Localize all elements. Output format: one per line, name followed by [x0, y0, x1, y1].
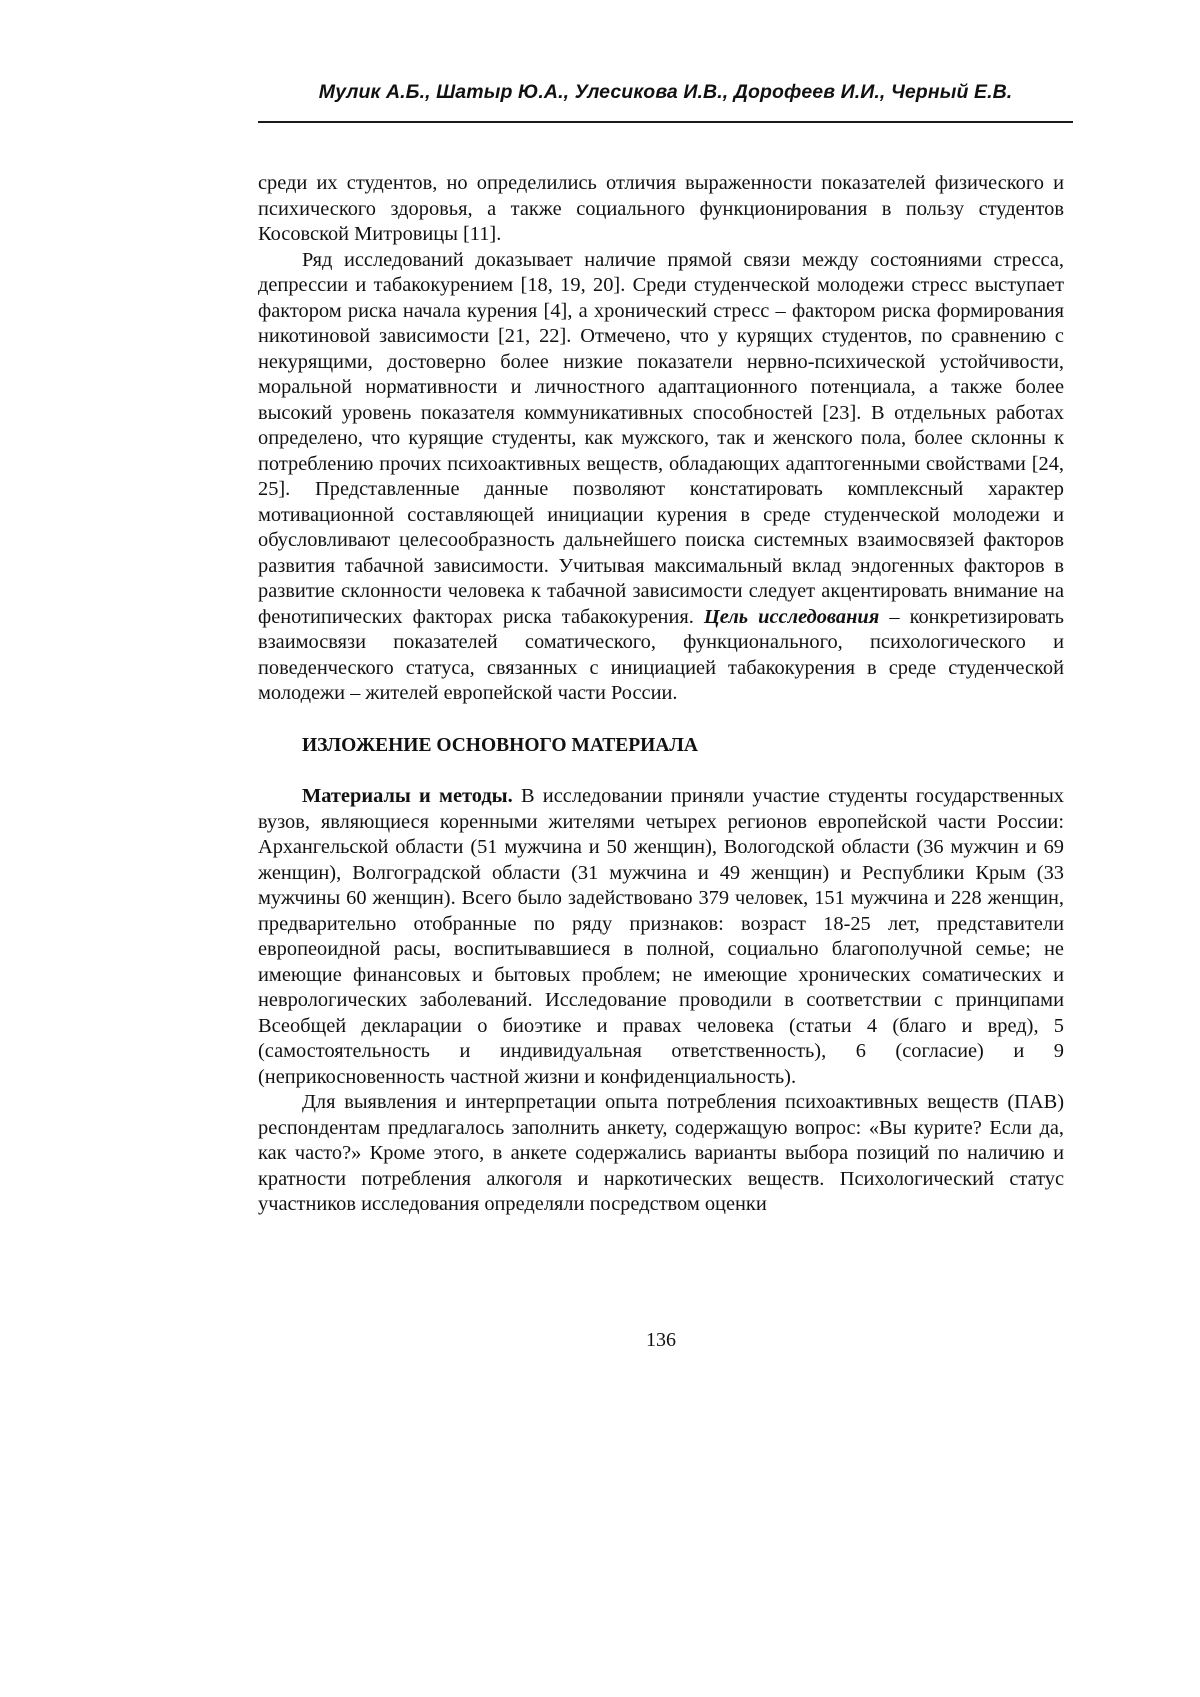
materials-methods-label: Материалы и методы. — [302, 785, 513, 807]
header-rule — [258, 121, 1073, 123]
paragraph-2-end: – конкретизировать взаимосвязи показателей соматического, функционального, психологического и поведенческого статуса, связанных с инициацией табакокурения в среде студенческой молодежи – жителей европейской части России. — [258, 606, 1064, 705]
paragraph-2 — [258, 248, 1064, 707]
paragraph-4: Для выявления и интерпретации опыта потребления психоактивных веществ (ПАВ) респондентам предлагалось заполнить анкету, содержащую вопрос: «Вы курите? Если да, как часто?» Кроме этого, в анкете содержались варианты выбора позиций по наличию и кратности потребления алкоголя и наркотических веществ. Психологический статус участников исследования определяли посредством оценки — [258, 1090, 1064, 1218]
document-page — [0, 0, 1200, 1697]
running-header-authors: Мулик А.Б., Шатыр Ю.А., Улесикова И.В., Дорофеев И.И., Черный Е.В. — [258, 79, 1073, 105]
paragraph-2-start: Ряд исследований доказывает наличие прямой связи между состояниями стресса, депрессии и табакокурением [18, 19, 20]. Среди студенческой молодежи стресс выступает фактором риска начала курения [4], а хронический стресс – фактором риска формирования никотиновой зависимости [21, 22]. Отмечено, что у курящих студентов, по сравнению с некурящими, достоверно более низкие показатели нервно-психической устойчивости, моральной нормативности и личностного адаптационного потенциала, а также более высокий уровень показателя коммуникативных способностей [23]. В отдельных работах определено, что курящие студенты, как мужского, так и женского пола, более склонны к потреблению прочих психоактивных веществ, обладающих адаптогенными свойствами [24, 25]. Представленные данные позволяют констатировать комплексный характер мотивационной составляющей инициации курения в среде студенческой молодежи и обусловливают целесообразность дальнейшего поиска системных взаимосвязей факторов развития табачной зависимости. Учитывая максимальный вклад эндогенных факторов в развитие склонности человека к табачной зависимости следует акцентировать внимание на фенотипических факторах риска табакокурения. — [258, 249, 1064, 628]
section-heading: ИЗЛОЖЕНИЕ ОСНОВНОГО МАТЕРИАЛА — [302, 733, 1064, 759]
goal-label: Цель исследования — [704, 606, 879, 628]
paragraph-3-text: В исследовании приняли участие студенты государственных вузов, являющиеся коренными жителями четырех регионов европейской части России: Архангельской области (51 мужчина и 50 женщин), Вологодской области (36 мужчин и 69 женщин), Волгоградской области (31 мужчина и 49 женщин) и Республики Крым (33 мужчины 60 женщин). Всего было задействовано 379 человек, 151 мужчина и 228 женщин, предварительно отобранные по ряду признаков: возраст 18-25 лет, представители европеоидной расы, воспитывавшиеся в полной, социально благополучной семье; не имеющие финансовых и бытовых проблем; не имеющие хронических соматических и неврологических заболеваний. Исследование проводили в соответствии с принципами Всеобщей декларации о биоэтике и правах человека (статьи 4 (благо и вред), 5 (самостоятельность и индивидуальная ответственность), 6 (согласие) и 9 (неприкосновенность частной жизни и конфиденциальность). — [258, 785, 1064, 1088]
paragraph-3 — [258, 784, 1064, 1090]
paragraph-1: среди их студентов, но определились отличия выраженности показателей физического и психического здоровья, а также социального функционирования в пользу студентов Косовской Митровицы [11]. — [258, 171, 1064, 248]
page-number: 136 — [258, 1329, 1064, 1352]
body-text — [258, 171, 1064, 1218]
